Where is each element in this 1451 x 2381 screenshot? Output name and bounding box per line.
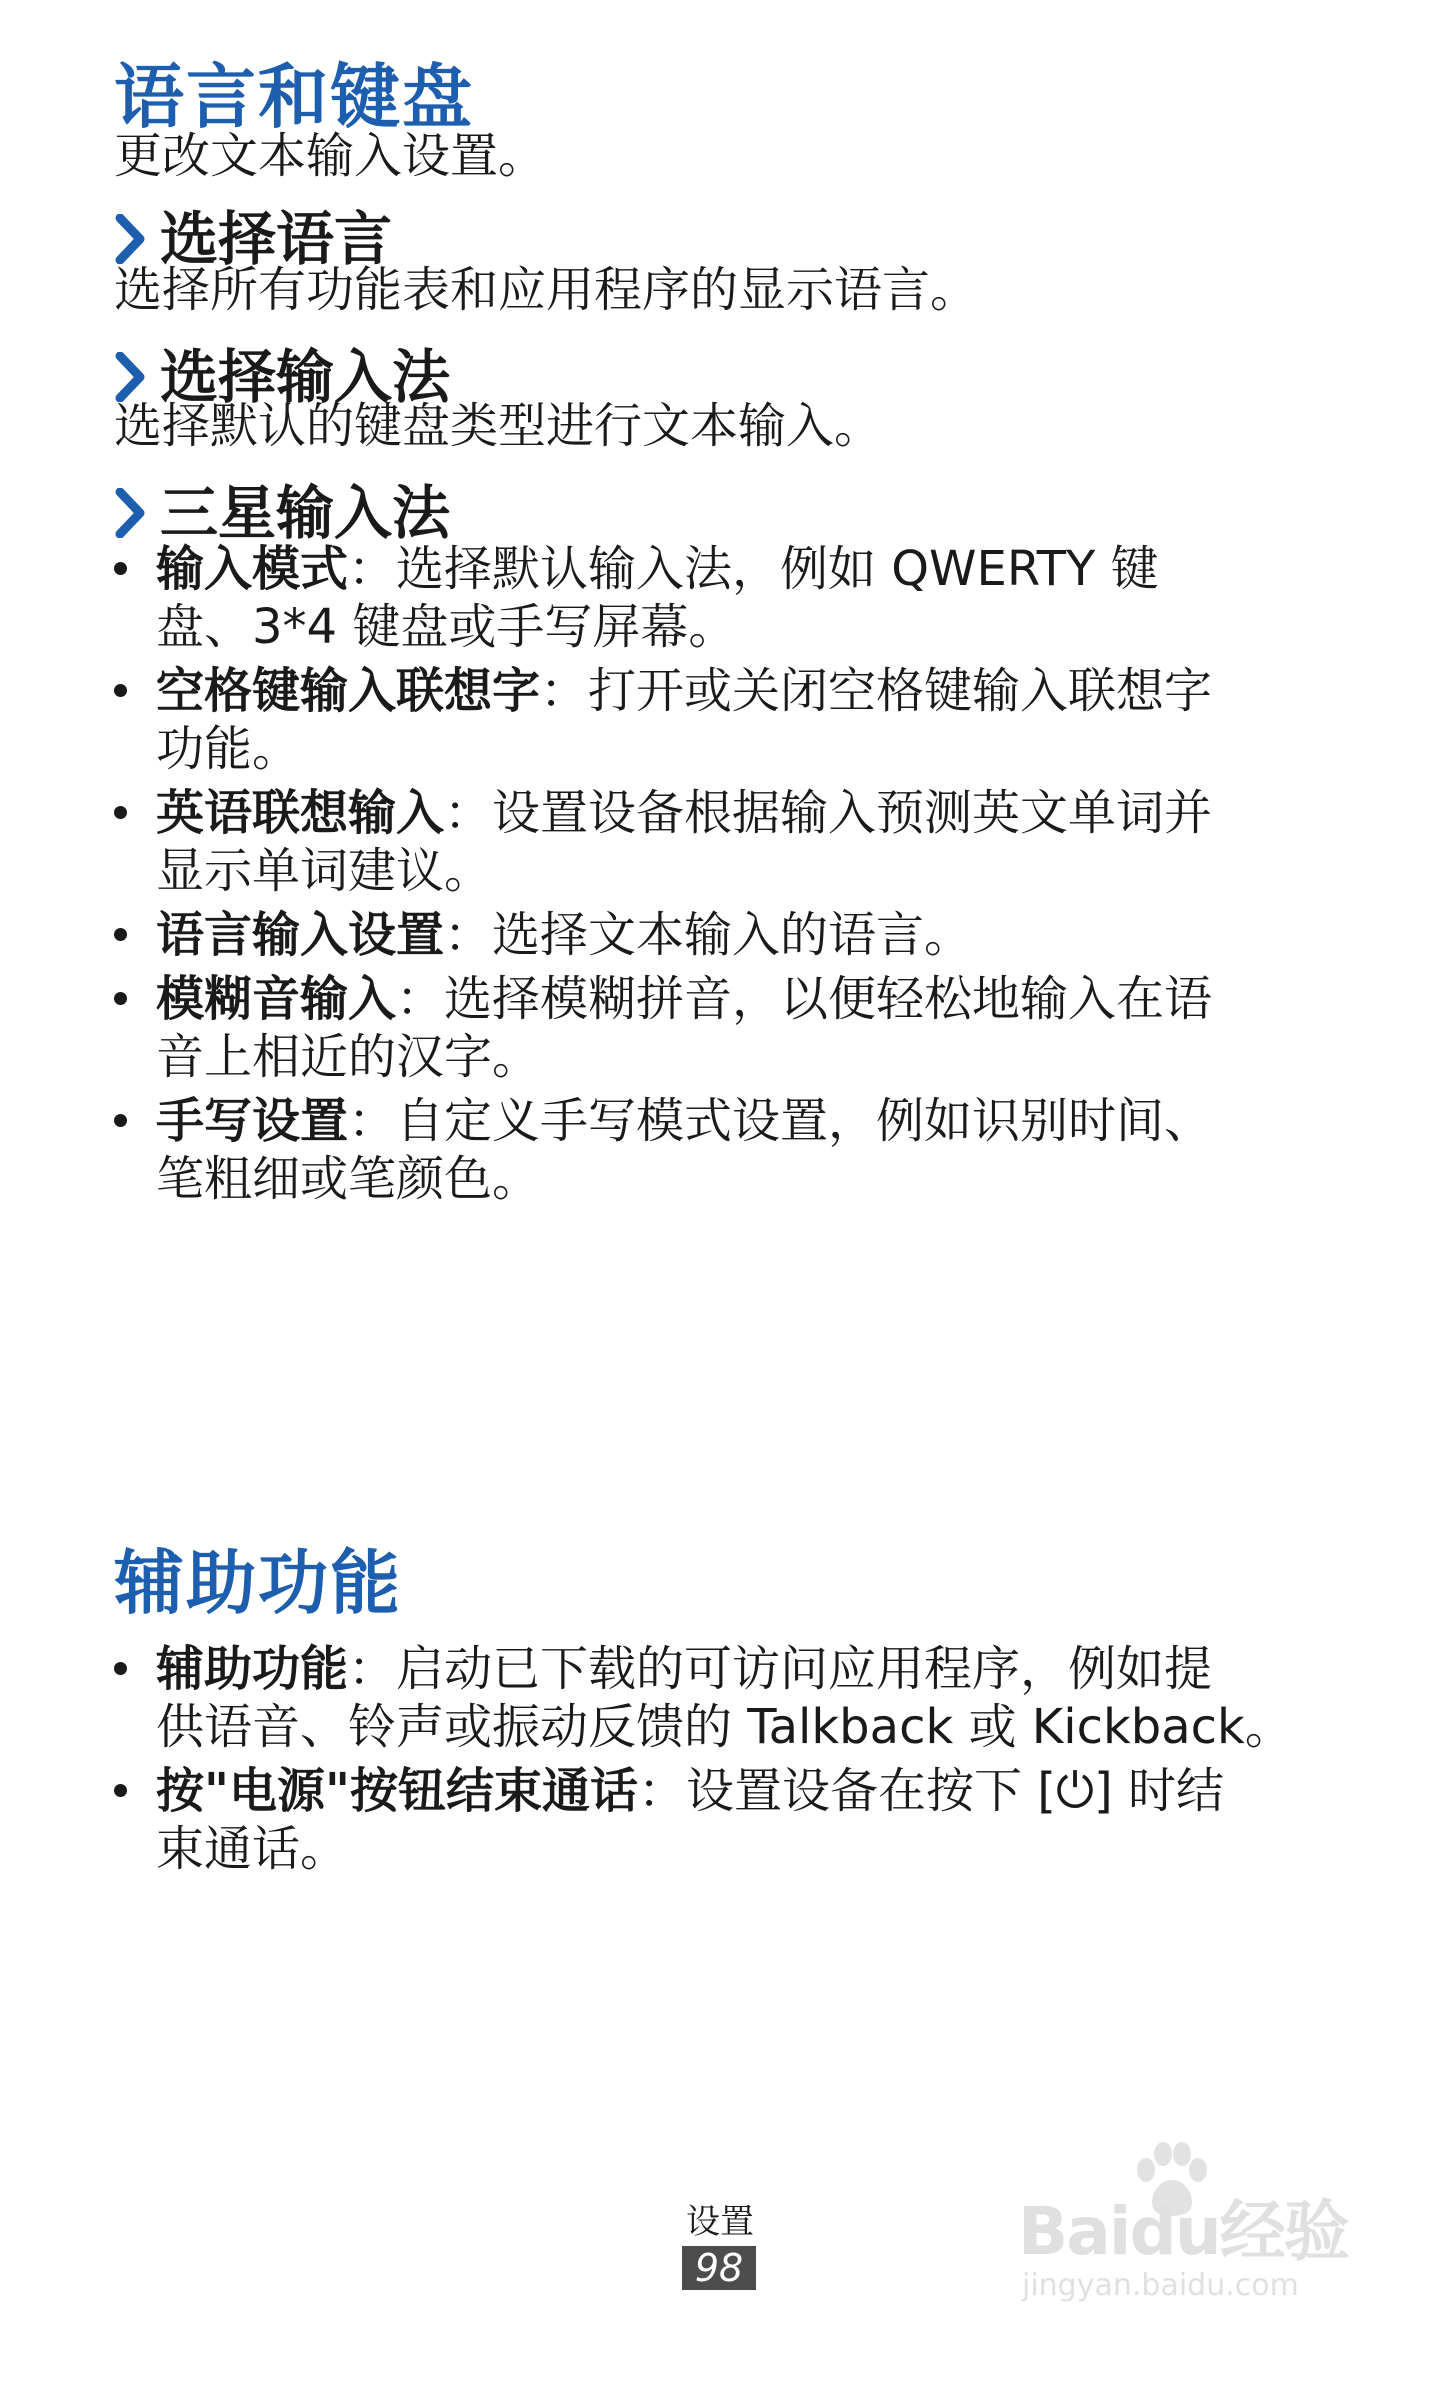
subsection-desc: 选择所有功能表和应用程序的显示语言。 xyxy=(114,262,979,318)
item-desc-cont: 功能。 xyxy=(156,721,301,777)
subsection-select-language xyxy=(114,205,393,273)
item-desc: ：选择模糊拼音，以便轻松地输入在语 xyxy=(396,971,1213,1027)
item-desc: ：设置设备在按下 [⏻] 时结 xyxy=(638,1763,1224,1819)
chevron-right-icon xyxy=(114,214,148,264)
baidu-watermark xyxy=(1018,2140,1348,2310)
item-desc-cont: 供语音、铃声或振动反馈的 Talkback 或 Kickback。 xyxy=(156,1699,1293,1755)
watermark-url: jingyan.baidu.com xyxy=(1022,2268,1299,2303)
bullet-dot xyxy=(114,992,127,1005)
bullet-dot xyxy=(114,1114,127,1127)
section-intro: 更改文本输入设置。 xyxy=(114,128,547,184)
subsection-samsung-ime xyxy=(114,479,451,547)
list-item xyxy=(114,662,1314,778)
bullet-dot xyxy=(114,806,127,819)
subsection-title: 三星输入法 xyxy=(160,479,451,547)
item-desc-cont: 束通话。 xyxy=(156,1821,349,1877)
watermark-logo: Baidu经验 xyxy=(1018,2193,1348,2270)
item-desc: ：自定义手写模式设置，例如识别时间、 xyxy=(348,1093,1213,1149)
item-term: 模糊音输入 xyxy=(156,971,397,1027)
item-term: 辅助功能 xyxy=(156,1641,349,1697)
item-term: 按"电源"按钮结束通话 xyxy=(156,1763,639,1819)
page-number: 98 xyxy=(682,2246,756,2290)
item-desc: ：启动已下载的可访问应用程序，例如提 xyxy=(348,1641,1213,1697)
chevron-right-icon xyxy=(114,488,148,538)
list-item xyxy=(114,784,1314,900)
item-term: 手写设置 xyxy=(156,1093,349,1149)
item-desc-cont: 显示单词建议。 xyxy=(156,843,493,899)
list-item xyxy=(114,540,1314,656)
footer-section-label: 设置 xyxy=(686,2202,754,2242)
list-item xyxy=(114,970,1314,1086)
list-item xyxy=(114,906,1314,964)
list-item xyxy=(114,1762,1314,1878)
item-desc: ：选择默认输入法，例如 QWERTY 键 xyxy=(348,541,1159,597)
list-item xyxy=(114,1092,1314,1208)
item-desc-cont: 笔粗细或笔颜色。 xyxy=(156,1151,541,1207)
bullet-dot xyxy=(114,1662,127,1675)
item-desc: ：设置设备根据输入预测英文单词并 xyxy=(444,785,1213,841)
item-desc-cont: 盘、3*4 键盘或手写屏幕。 xyxy=(156,599,737,655)
item-term: 输入模式 xyxy=(156,541,349,597)
subsection-title: 选择语言 xyxy=(160,205,393,273)
item-term: 英语联想输入 xyxy=(156,785,445,841)
section-title-accessibility: 辅助功能 xyxy=(114,1542,402,1624)
subsection-title: 选择输入法 xyxy=(160,343,451,411)
subsection-desc: 选择默认的键盘类型进行文本输入。 xyxy=(114,398,883,454)
bullet-dot xyxy=(114,928,127,941)
item-desc-cont: 音上相近的汉字。 xyxy=(156,1029,541,1085)
chevron-right-icon xyxy=(114,352,148,402)
item-desc: ：打开或关闭空格键输入联想字 xyxy=(540,663,1213,719)
bullet-dot xyxy=(114,684,127,697)
item-term: 语言输入设置 xyxy=(156,907,445,963)
item-term: 空格键输入联想字 xyxy=(156,663,541,719)
bullet-dot xyxy=(114,562,127,575)
bullet-dot xyxy=(114,1784,127,1797)
accessibility-list xyxy=(114,1640,1314,1884)
item-desc: ：选择文本输入的语言。 xyxy=(444,907,973,963)
samsung-ime-list xyxy=(114,540,1314,1214)
section-title-language-keyboard: 语言和键盘 xyxy=(114,56,474,138)
list-item xyxy=(114,1640,1314,1756)
